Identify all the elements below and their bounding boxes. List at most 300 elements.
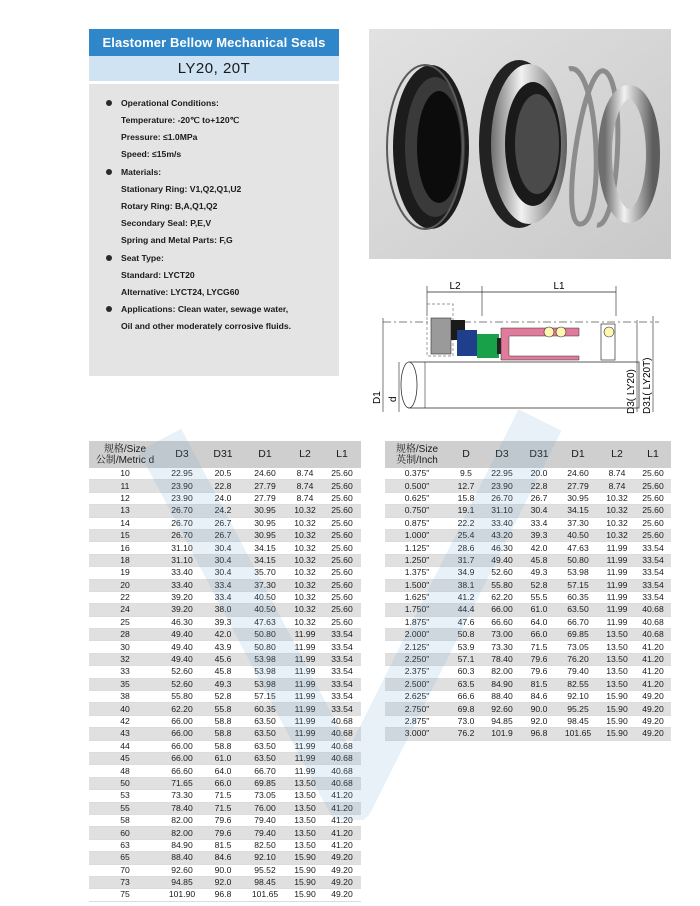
table-cell: 25.60 [323, 480, 361, 492]
table-row [385, 480, 671, 492]
table-row [89, 852, 361, 864]
table-cell: 19.1 [449, 505, 483, 517]
seal-cross-section-drawing [369, 276, 671, 416]
column-header: D1 [557, 441, 599, 468]
table-cell: 13.50 [599, 641, 635, 653]
table-cell: 26.7 [521, 492, 557, 504]
table-cell: 0.500" [385, 480, 449, 492]
table-cell: 11.99 [287, 765, 323, 777]
table-cell: 40.68 [323, 752, 361, 764]
table-cell: 15.90 [287, 852, 323, 864]
table-cell: 52.60 [161, 666, 203, 678]
table-row [385, 728, 671, 740]
column-header: D3 [161, 441, 203, 468]
table-cell: 11 [89, 480, 161, 492]
table-row [89, 691, 361, 703]
table-cell: 10.32 [287, 529, 323, 541]
table-cell: 13.50 [599, 629, 635, 641]
table-cell: 2.875" [385, 715, 449, 727]
table-cell: 55.80 [483, 579, 521, 591]
table-cell: 57.1 [449, 653, 483, 665]
table-cell: 25.60 [323, 616, 361, 628]
table-cell: 63.50 [557, 604, 599, 616]
table-row [385, 517, 671, 529]
table-cell: 78.40 [483, 653, 521, 665]
table-cell: 66.00 [161, 740, 203, 752]
table-cell: 1.125" [385, 542, 449, 554]
table-cell: 12.7 [449, 480, 483, 492]
table-row [89, 777, 361, 789]
table-cell: 25.60 [635, 468, 671, 480]
page-title: Elastomer Bellow Mechanical Seals [89, 29, 339, 56]
table-cell: 41.20 [635, 666, 671, 678]
table-cell: 34.15 [243, 542, 287, 554]
table-cell: 30.95 [557, 492, 599, 504]
table-cell: 15.90 [287, 876, 323, 888]
table-row [385, 678, 671, 690]
table-cell: 38 [89, 691, 161, 703]
table-cell: 55.5 [521, 591, 557, 603]
table-cell: 73.00 [483, 629, 521, 641]
table-cell: 66.70 [557, 616, 599, 628]
table-cell: 1.875" [385, 616, 449, 628]
table-cell: 22.8 [203, 480, 243, 492]
table-cell: 2.000" [385, 629, 449, 641]
table-cell: 10.32 [287, 554, 323, 566]
table-row [385, 529, 671, 541]
table-row [89, 604, 361, 616]
table-cell: 25 [89, 616, 161, 628]
table-cell: 11.99 [287, 691, 323, 703]
table-cell: 82.00 [161, 814, 203, 826]
table-cell: 24 [89, 604, 161, 616]
table-cell: 66.70 [243, 765, 287, 777]
table-row [385, 468, 671, 480]
column-header: D3 [483, 441, 521, 468]
table-row [385, 641, 671, 653]
table-cell: 39.3 [203, 616, 243, 628]
table-cell: 92.10 [557, 691, 599, 703]
table-cell: 92.10 [243, 852, 287, 864]
table-cell: 1.625" [385, 591, 449, 603]
column-header: L2 [287, 441, 323, 468]
table-cell: 33.54 [323, 678, 361, 690]
table-cell: 41.20 [323, 802, 361, 814]
column-header: D1 [243, 441, 287, 468]
column-header: L1 [635, 441, 671, 468]
table-row [385, 591, 671, 603]
table-cell: 23.90 [483, 480, 521, 492]
table-cell: 41.20 [323, 839, 361, 851]
table-cell: 15.8 [449, 492, 483, 504]
inch-size-table [385, 441, 671, 741]
table-cell: 50.8 [449, 629, 483, 641]
table-cell: 18 [89, 554, 161, 566]
table-row [385, 629, 671, 641]
table-cell: 94.85 [483, 715, 521, 727]
table-cell: 52.60 [483, 567, 521, 579]
table-cell: 10.32 [287, 591, 323, 603]
table-cell: 49.40 [161, 629, 203, 641]
table-cell: 10.32 [287, 517, 323, 529]
table-cell: 41.20 [635, 641, 671, 653]
table-cell: 25.60 [635, 517, 671, 529]
table-cell: 31.10 [161, 554, 203, 566]
table-cell: 1.375" [385, 567, 449, 579]
table-cell: 8.74 [599, 468, 635, 480]
table-cell: 13 [89, 505, 161, 517]
table-row [89, 591, 361, 603]
spec-line: Standard: LYCT20 [121, 270, 195, 280]
table-cell: 65 [89, 852, 161, 864]
table-cell: 26.70 [161, 529, 203, 541]
table-cell: 38.0 [203, 604, 243, 616]
table-cell: 34.15 [557, 505, 599, 517]
table-row [89, 790, 361, 802]
table-cell: 61.0 [521, 604, 557, 616]
table-cell: 26.70 [483, 492, 521, 504]
table-cell: 33.40 [161, 567, 203, 579]
table-cell: 37.30 [557, 517, 599, 529]
table-cell: 60 [89, 827, 161, 839]
table-cell: 13.50 [287, 802, 323, 814]
table-cell: 26.7 [203, 517, 243, 529]
table-cell: 22.95 [483, 468, 521, 480]
table-cell: 49.3 [203, 678, 243, 690]
table-row [385, 666, 671, 678]
table-cell: 55.8 [203, 703, 243, 715]
table-row [385, 715, 671, 727]
column-header: 规格/Size 公制/Metric d [89, 441, 161, 468]
bullet-icon [106, 100, 112, 106]
table-cell: 79.6 [203, 814, 243, 826]
table-cell: 44 [89, 740, 161, 752]
table-row [89, 728, 361, 740]
table-cell: 33.4 [203, 579, 243, 591]
table-cell: 15.90 [287, 889, 323, 901]
table-cell: 88.40 [161, 852, 203, 864]
table-cell: 11.99 [287, 740, 323, 752]
table-cell: 52.8 [203, 691, 243, 703]
table-cell: 25.60 [323, 567, 361, 579]
table-cell: 58.8 [203, 715, 243, 727]
table-cell: 30.4 [521, 505, 557, 517]
table-cell: 41.20 [635, 653, 671, 665]
table-cell: 15.90 [599, 728, 635, 740]
table-cell: 25.60 [323, 579, 361, 591]
table-row [89, 480, 361, 492]
table-cell: 40.68 [635, 604, 671, 616]
table-cell: 26.70 [161, 505, 203, 517]
table-cell: 20.5 [203, 468, 243, 480]
table-cell: 11.99 [599, 579, 635, 591]
table-cell: 31.7 [449, 554, 483, 566]
table-row [385, 542, 671, 554]
table-cell: 49.20 [635, 728, 671, 740]
table-cell: 73.05 [557, 641, 599, 653]
table-cell: 92.0 [203, 876, 243, 888]
table-cell: 33.54 [635, 567, 671, 579]
table-cell: 25.60 [323, 554, 361, 566]
table-cell: 30.4 [203, 542, 243, 554]
table-cell: 53 [89, 790, 161, 802]
table-cell: 53.98 [557, 567, 599, 579]
table-row [385, 579, 671, 591]
table-cell: 63.50 [243, 715, 287, 727]
table-cell: 40.68 [323, 728, 361, 740]
table-cell: 22 [89, 591, 161, 603]
table-cell: 41.20 [323, 814, 361, 826]
table-cell: 44.4 [449, 604, 483, 616]
table-cell: 73.30 [483, 641, 521, 653]
table-cell: 1.750" [385, 604, 449, 616]
table-cell: 33.54 [635, 542, 671, 554]
table-cell: 34.15 [243, 554, 287, 566]
table-cell: 12 [89, 492, 161, 504]
table-cell: 33.4 [521, 517, 557, 529]
table-row [89, 876, 361, 888]
table-cell: 71.5 [203, 802, 243, 814]
table-cell: 41.20 [635, 678, 671, 690]
table-cell: 11.99 [599, 616, 635, 628]
table-cell: 9.5 [449, 468, 483, 480]
table-cell: 1.500" [385, 579, 449, 591]
table-row [385, 653, 671, 665]
table-row [89, 529, 361, 541]
table-cell: 32 [89, 653, 161, 665]
table-cell: 10.32 [287, 604, 323, 616]
table-cell: 66.00 [483, 604, 521, 616]
table-cell: 24.60 [243, 468, 287, 480]
table-row [89, 641, 361, 653]
table-cell: 101.65 [557, 728, 599, 740]
table-cell: 73.05 [243, 790, 287, 802]
table-cell: 10.32 [599, 529, 635, 541]
table-cell: 15.90 [599, 715, 635, 727]
table-cell: 10.32 [287, 579, 323, 591]
spec-line: Pressure: ≤1.0MPa [121, 132, 198, 142]
table-cell: 2.500" [385, 678, 449, 690]
table-cell: 11.99 [599, 604, 635, 616]
table-cell: 8.74 [599, 480, 635, 492]
table-cell: 66.00 [161, 715, 203, 727]
table-cell: 49.20 [635, 715, 671, 727]
table-cell: 82.50 [243, 839, 287, 851]
table-cell: 43.20 [483, 529, 521, 541]
table-row [89, 765, 361, 777]
table-cell: 81.5 [203, 839, 243, 851]
table-cell: 27.79 [243, 492, 287, 504]
table-cell: 79.40 [243, 814, 287, 826]
spec-line: Alternative: LYCT24, LYCG60 [121, 287, 240, 297]
table-cell: 13.50 [287, 777, 323, 789]
table-cell: 98.45 [557, 715, 599, 727]
table-cell: 66.0 [521, 629, 557, 641]
table-cell: 42.0 [203, 629, 243, 641]
table-cell: 63.50 [243, 728, 287, 740]
table-cell: 82.00 [483, 666, 521, 678]
table-cell: 39.20 [161, 591, 203, 603]
table-cell: 11.99 [287, 653, 323, 665]
table-cell: 49.20 [635, 691, 671, 703]
table-cell: 50.80 [243, 629, 287, 641]
table-cell: 46.30 [161, 616, 203, 628]
table-cell: 2.125" [385, 641, 449, 653]
table-cell: 84.90 [161, 839, 203, 851]
table-row [89, 703, 361, 715]
table-cell: 40.68 [635, 616, 671, 628]
table-cell: 40.50 [243, 604, 287, 616]
table-cell: 58 [89, 814, 161, 826]
table-cell: 27.79 [557, 480, 599, 492]
table-cell: 45.8 [203, 666, 243, 678]
table-cell: 33.54 [635, 579, 671, 591]
table-cell: 25.60 [323, 517, 361, 529]
table-cell: 71.5 [521, 641, 557, 653]
table-cell: 41.2 [449, 591, 483, 603]
table-cell: 69.85 [243, 777, 287, 789]
table-cell: 101.90 [161, 889, 203, 901]
table-cell: 73.0 [449, 715, 483, 727]
table-cell: 25.60 [635, 480, 671, 492]
table-cell: 71.5 [203, 790, 243, 802]
spec-line: Secondary Seal: P,E,V [121, 218, 212, 228]
table-cell: 34.9 [449, 567, 483, 579]
table-cell: 40.68 [323, 777, 361, 789]
spec-line: Seat Type: [121, 253, 164, 263]
table-row [385, 703, 671, 715]
table-row [89, 827, 361, 839]
dim-label-d31: D31( LY20T) [642, 357, 653, 414]
table-row [89, 517, 361, 529]
column-header: D [449, 441, 483, 468]
table-cell: 73 [89, 876, 161, 888]
table-cell: 64.0 [203, 765, 243, 777]
table-cell: 61.0 [203, 752, 243, 764]
table-row [385, 492, 671, 504]
specifications-panel [89, 84, 339, 376]
column-header: D31 [203, 441, 243, 468]
table-cell: 94.85 [161, 876, 203, 888]
table-cell: 49.3 [521, 567, 557, 579]
table-cell: 92.60 [161, 864, 203, 876]
product-photo [369, 29, 671, 259]
table-cell: 30.95 [243, 517, 287, 529]
table-cell: 8.74 [287, 492, 323, 504]
table-cell: 13.50 [599, 678, 635, 690]
table-cell: 33.40 [483, 517, 521, 529]
dim-label-d3: D3( LY20) [626, 369, 637, 414]
column-header: L2 [599, 441, 635, 468]
table-cell: 57.15 [557, 579, 599, 591]
table-cell: 14 [89, 517, 161, 529]
table-cell: 81.5 [521, 678, 557, 690]
table-cell: 57.15 [243, 691, 287, 703]
table-row [385, 554, 671, 566]
table-cell: 10.32 [599, 492, 635, 504]
table-cell: 11.99 [287, 728, 323, 740]
table-cell: 13.50 [287, 839, 323, 851]
table-cell: 11.99 [599, 591, 635, 603]
table-row [89, 839, 361, 851]
table-cell: 79.6 [521, 653, 557, 665]
table-cell: 41.20 [323, 827, 361, 839]
table-cell: 10.32 [599, 505, 635, 517]
table-cell: 76.2 [449, 728, 483, 740]
table-cell: 25.60 [323, 529, 361, 541]
table-cell: 76.00 [243, 802, 287, 814]
table-cell: 49.20 [635, 703, 671, 715]
table-cell: 40.68 [323, 765, 361, 777]
table-cell: 49.40 [483, 554, 521, 566]
table-cell: 23.90 [161, 480, 203, 492]
table-cell: 55 [89, 802, 161, 814]
table-cell: 30.95 [243, 505, 287, 517]
table-row [89, 554, 361, 566]
table-row [89, 505, 361, 517]
table-cell: 49.20 [323, 852, 361, 864]
spec-line: Oil and other moderately corrosive fluids. [121, 321, 292, 331]
table-row [385, 505, 671, 517]
table-cell: 50.80 [557, 554, 599, 566]
table-cell: 49.20 [323, 876, 361, 888]
table-cell: 47.6 [449, 616, 483, 628]
table-cell: 35 [89, 678, 161, 690]
table-cell: 33.54 [323, 653, 361, 665]
table-cell: 25.60 [323, 542, 361, 554]
table-cell: 66.60 [483, 616, 521, 628]
table-row [89, 752, 361, 764]
dim-label-d1: D1 [372, 391, 383, 404]
table-cell: 53.98 [243, 653, 287, 665]
table-cell: 96.8 [203, 889, 243, 901]
table-cell: 25.60 [323, 591, 361, 603]
table-cell: 40.68 [323, 715, 361, 727]
table-cell: 25.60 [635, 529, 671, 541]
table-cell: 69.8 [449, 703, 483, 715]
table-cell: 52.60 [161, 678, 203, 690]
table-cell: 49.20 [323, 864, 361, 876]
table-cell: 53.98 [243, 678, 287, 690]
table-cell: 11.99 [287, 703, 323, 715]
table-cell: 13.50 [599, 653, 635, 665]
table-cell: 50 [89, 777, 161, 789]
table-cell: 66.6 [449, 691, 483, 703]
table-cell: 43.9 [203, 641, 243, 653]
table-cell: 27.79 [243, 480, 287, 492]
table-row [89, 542, 361, 554]
table-cell: 24.60 [557, 468, 599, 480]
table-row [385, 691, 671, 703]
table-cell: 42.0 [521, 542, 557, 554]
spec-line: Temperature: -20℃ to+120℃ [121, 115, 240, 125]
table-cell: 39.3 [521, 529, 557, 541]
table-row [89, 579, 361, 591]
table-cell: 10.32 [287, 567, 323, 579]
table-cell: 82.00 [161, 827, 203, 839]
table-row [89, 802, 361, 814]
table-cell: 62.20 [483, 591, 521, 603]
table-cell: 11.99 [287, 666, 323, 678]
table-row [385, 567, 671, 579]
table-cell: 63 [89, 839, 161, 851]
table-cell: 22.2 [449, 517, 483, 529]
table-cell: 1.000" [385, 529, 449, 541]
table-cell: 1.250" [385, 554, 449, 566]
table-cell: 13.50 [287, 790, 323, 802]
table-cell: 49.40 [161, 641, 203, 653]
table-cell: 66.60 [161, 765, 203, 777]
